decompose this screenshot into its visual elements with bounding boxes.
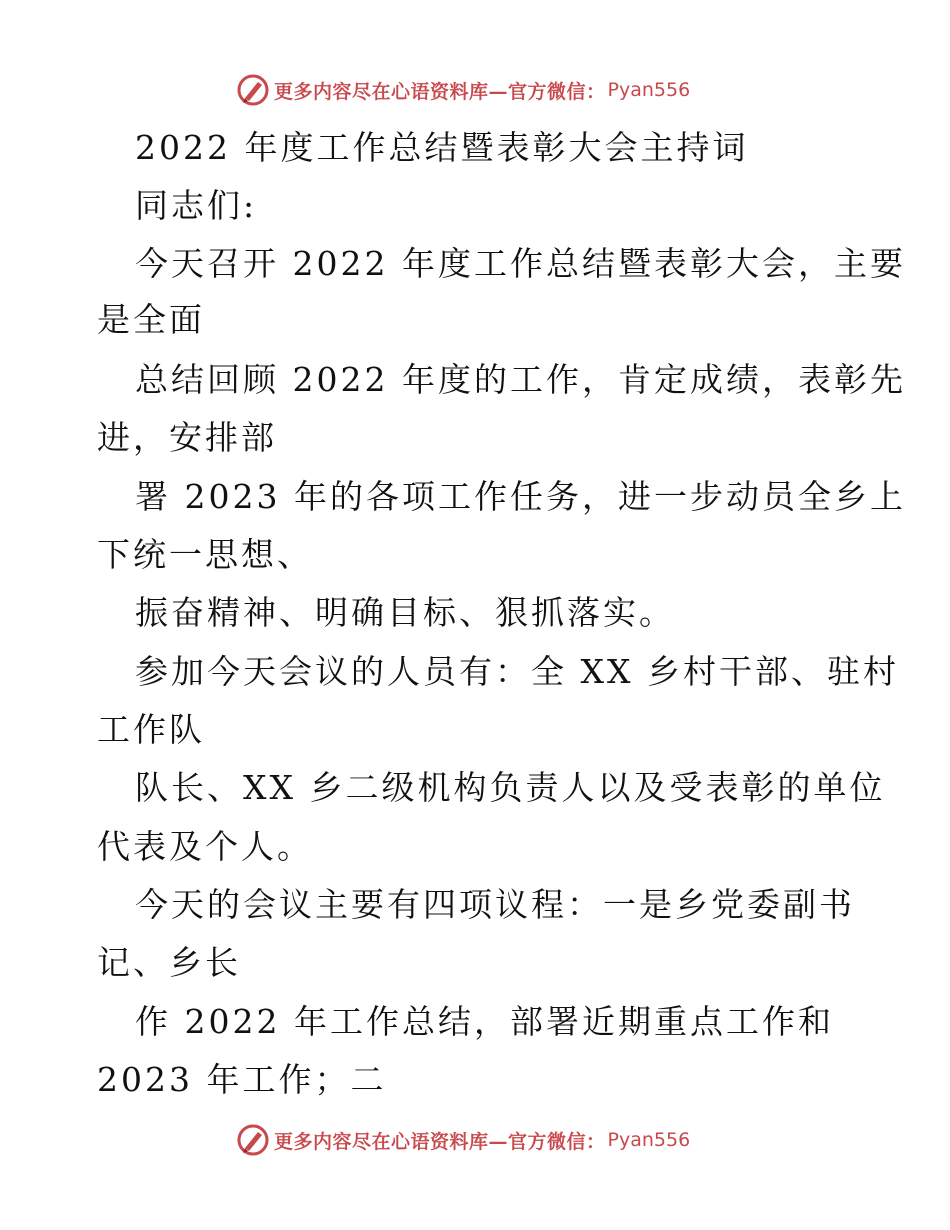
wechat-id: Pyan556 [607, 79, 691, 101]
header-watermark [236, 72, 690, 108]
salutation: 同志们: [135, 186, 258, 225]
document-title: 2022 年度工作总结暨表彰大会主持词 [135, 128, 749, 167]
paragraph-line: 是全面 [97, 300, 205, 339]
paragraph-line: 今天召开 2022 年度工作总结暨表彰大会，主要 [135, 244, 906, 283]
paragraph-line: 记、乡长 [97, 943, 241, 982]
pen-circle-icon [236, 73, 270, 107]
paragraph-line: 总结回顾 2022 年度的工作，肯定成绩，表彰先 [135, 360, 906, 399]
paragraph-line: 作 2022 年工作总结，部署近期重点工作和 [135, 1002, 834, 1041]
paragraph-line: 参加今天会议的人员有：全 XX 乡村干部、驻村 [135, 652, 899, 691]
wechat-id: Pyan556 [607, 1129, 691, 1151]
pen-circle-icon [236, 1123, 270, 1157]
paragraph-line: 进，安排部 [97, 418, 277, 457]
paragraph-line: 今天的会议主要有四项议程：一是乡党委副书 [135, 885, 855, 924]
paragraph-line: 队长、XX 乡二级机构负责人以及受表彰的单位 [135, 768, 886, 807]
paragraph-line: 工作队 [97, 710, 205, 749]
watermark-text: 更多内容尽在心语资料库—官方微信： [274, 80, 606, 103]
watermark-text: 更多内容尽在心语资料库—官方微信： [274, 1130, 606, 1153]
paragraph-line: 署 2023 年的各项工作任务，进一步动员全乡上 [135, 477, 906, 516]
paragraph-line: 2023 年工作；二 [97, 1060, 387, 1099]
paragraph-line: 代表及个人。 [97, 827, 313, 866]
paragraph-line: 振奋精神、明确目标、狠抓落实。 [135, 593, 675, 632]
footer-watermark [236, 1122, 690, 1158]
paragraph-line: 下统一思想、 [97, 535, 313, 574]
